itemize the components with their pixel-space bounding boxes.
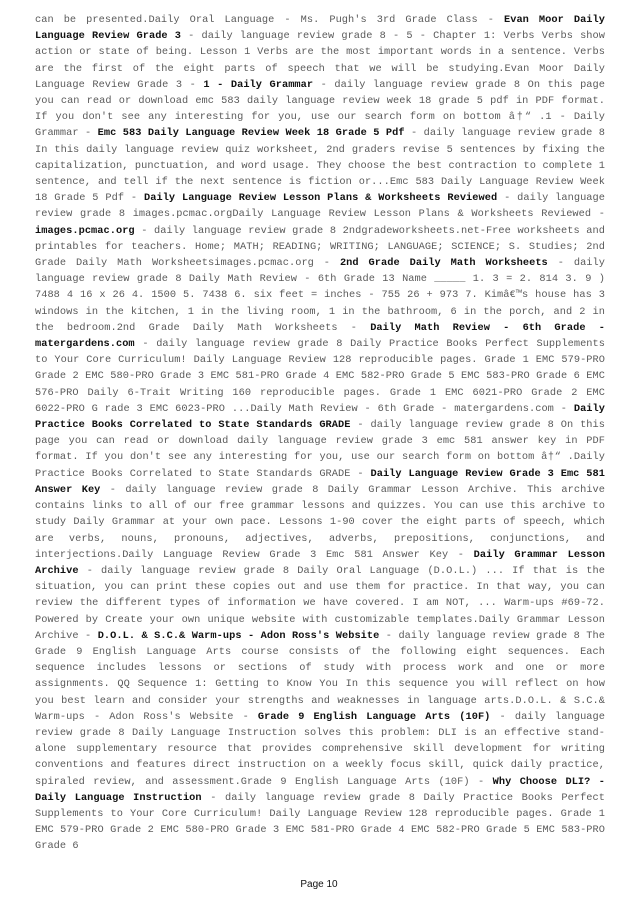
bold-heading-segment: 2nd Grade Daily Math Worksheets bbox=[339, 257, 548, 270]
bold-heading-segment: Daily Language Review Grade 3 Emc 581 Answer Key bbox=[35, 467, 605, 496]
text-segment: - daily language review grade 8 Daily Practice Books Perfect Supplements to Your Core Curriculum! Daily Language Review 128 reproducible pages. Grade 1 EMC 579-PRO Grade 2 EMC 580-PRO Grade 3 EMC 581-PRO Grade 4 EMC 582-PRO Grade 5 EMC 583-PRO Grade 6 EMC 576-PRO Daily 6-Trait Writing 160 reproducible pages. Grade 1 EMC 6021-PRO Grade 2 EMC 6022-PRO G rade 3 EMC 6023-PRO ...Daily Math Review - 6th Grade - matergardens.com - bbox=[35, 338, 605, 415]
text-segment: - daily language review grade 8 On this page you can read or download emc 583 daily language review week 18 grade 5 pdf in PDF format. If you don't see any interesting for you, use our search form on bottom â†“ .1 - Daily Grammar - bbox=[35, 78, 605, 140]
bold-heading-segment: Grade 9 English Language Arts (10F) bbox=[257, 710, 491, 723]
text-segment: - daily language review grade 8 In this daily language review quiz worksheet, 2nd graders revise 5 sentences by fixing the capitalization, punctuation, and word usage. They choose the best contraction to complete 1 sentence, and tell if the next sentence is fiction or...Emc 583 Daily Language Review Week 18 Grade 5 Pdf - bbox=[35, 127, 605, 205]
bold-heading-segment: Daily Practice Books Correlated to State Standards GRADE bbox=[35, 402, 605, 432]
text-segment: - daily language review grade 8 Daily Oral Language (D.O.L.) ... If that is the situation, you can print these copies out and use them for practice. In that way, you can review the different types of information we have covered. I am NOT, ... Warm-ups #69-72. Powered by Create your own unique website with customizable templates.Daily Grammar Lesson Archive - bbox=[35, 564, 605, 642]
body-text bbox=[35, 12, 605, 855]
text-segment: - daily language review grade 8 The Grade 9 English Language Arts course consists of the following eight sequences. Each sequence includes lessons or sections of study with process work and one or more assignments. QQ Sequence 1: Getting to Know You In this sequence you will reflect on how you best learn and consider your strengths and weaknesses in language arts.D.O.L. & S.C.& Warm-ups - Adon Ross's Website - bbox=[35, 629, 605, 723]
bold-heading-segment: Daily Grammar Lesson Archive bbox=[35, 548, 605, 577]
bold-heading-segment: Emc 583 Daily Language Review Week 18 Grade 5 Pdf bbox=[97, 127, 405, 140]
text-segment: - daily language review grade 8 images.pcmac.orgDaily Language Review Lesson Plans & Worksheets Reviewed - bbox=[35, 192, 605, 221]
bold-heading-segment: Why Choose DLI? - Daily Language Instruction bbox=[35, 775, 605, 804]
text-segment: - daily language review grade 8 On this page you can read or download daily language review grade 3 emc 581 answer key in PDF format. If you don't see any interesting for you, use our search form on bottom â†“ .Daily Practice Books Correlated to State Standards GRADE - bbox=[35, 419, 605, 480]
bold-heading-segment: D.O.L. & S.C.& Warm-ups - Adon Ross's Website bbox=[97, 629, 380, 642]
text-segment: - daily language review grade 8 2ndgradeworksheets.net-Free worksheets and printables for teachers. Home; MATH; READING; WRITING; LANGUAGE; SCIENCE; S. Studies; 2nd Grade Daily Math Worksheetsimages.pcmac.org - bbox=[35, 224, 605, 270]
text-segment: - daily language review grade 8 Daily Practice Books Perfect Supplements to Your Core Curriculum! Daily Language Review 128 reproducible pages. Grade 1 EMC 579-PRO Grade 2 EMC 580-PRO Grade 3 EMC 581-PRO Grade 4 EMC 582-PRO Grade 5 EMC 583-PRO Grade 6 bbox=[35, 791, 605, 853]
bold-heading-segment: Daily Language Review Lesson Plans & Worksheets Reviewed bbox=[144, 192, 498, 205]
page-footer bbox=[0, 879, 638, 890]
bold-heading-segment: 1 - Daily Grammar bbox=[203, 78, 314, 91]
page-number: Page 10 bbox=[300, 879, 338, 890]
text-segment: - daily language review grade 8 Daily Grammar Lesson Archive. This archive contains links to all of our free grammar lessons and quizzes. You can use this archive to study Daily Grammar at your own pace. Lessons 1-90 cover the eight parts of speech, which are verbs, nouns, pronouns, adjectives, adverbs, prepositions, conjunctions, and interjections.Daily Language Review Grade 3 Emc 581 Answer Key - bbox=[35, 483, 606, 561]
text-segment: - daily language review grade 8 Daily Language Instruction solves this problem: DLI is an effective stand-alone supplementary resource that provides comprehensive skill development for writing conventions and features direct instruction on a weekly focus skill, quick daily practice, spiraled review, and assessment.Grade 9 English Language Arts (10F) - bbox=[35, 710, 605, 788]
text-segment: - daily language review grade 8 - 5 - Chapter 1: Verbs Verbs show action or state of being. Lesson 1 Verbs are the most important words in a sentence. Verbs are the first of the eight parts of speech that we will be studying.Evan Moor Daily Language Review Grade 3 - bbox=[35, 30, 605, 91]
bold-heading-segment: Daily Math Review - 6th Grade - matergardens.com bbox=[35, 321, 605, 351]
bold-heading-segment: images.pcmac.org bbox=[35, 224, 135, 237]
text-segment: can be presented.Daily Oral Language - Ms. Pugh's 3rd Grade Class - bbox=[35, 14, 504, 26]
bold-heading-segment: Evan Moor Daily Language Review Grade 3 bbox=[35, 14, 605, 43]
text-segment: - daily language review grade 8 Daily Math Review - 6th Grade 13 Name _____ 1. 3 = 2. 814 3. 9 ) 7488 4 16 x 26 4. 1500 5. 7438 6. six feet = inches - 755 26 + 973 7. Kimâ€™s house has 3 windows in the kitchen, 1 in the living room, 1 in the bathroom, 6 in the porch, and 2 in the bedroom.2nd Grade Daily Math Worksheets - bbox=[35, 257, 605, 334]
